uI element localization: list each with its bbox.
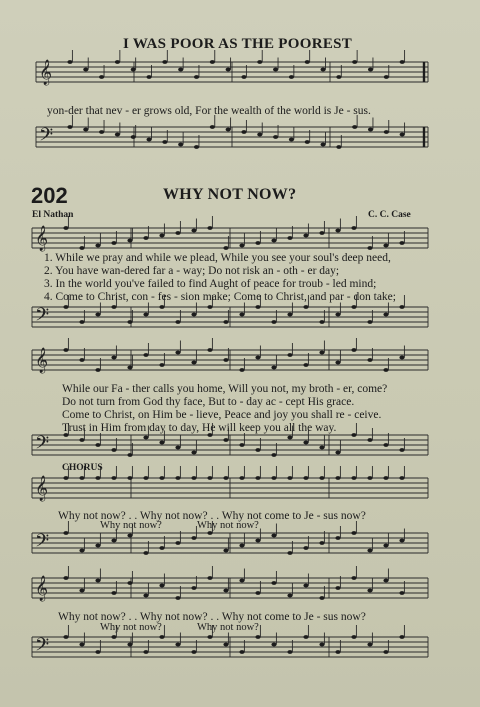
svg-text:𝄢: 𝄢 xyxy=(35,635,50,660)
verse-line: Come to Christ, on Him be - lieve, Peace and joy you shall re - ceive. xyxy=(62,409,382,421)
hymn-composer: C. C. Case xyxy=(368,210,411,220)
chorus-bass-lyric: Why not now? xyxy=(197,520,259,531)
svg-text:𝄢: 𝄢 xyxy=(35,305,50,330)
chorus-bass-lyric: Why not now? xyxy=(100,622,162,633)
svg-text:𝄞: 𝄞 xyxy=(35,576,49,601)
chorus-lyric: Why not now? . . Why not now? . . Why not come to Je - sus now? xyxy=(58,611,366,623)
chorus-bass-lyric: Why not now? xyxy=(197,622,259,633)
svg-text:𝄞: 𝄞 xyxy=(39,60,53,85)
verse-line: 2. You have wan-dered far a - way; Do not risk an - oth - er day; xyxy=(44,265,340,277)
staff xyxy=(36,115,428,150)
prev-hymn-lyric: yon-der that nev - er grows old, For the wealth of the world is Je - sus. xyxy=(47,105,371,117)
verse-line: 3. In the world you've failed to find Aught of peace for troub - led mind; xyxy=(44,278,377,290)
chorus-lyric: Why not now? . . Why not now? . . Why not come to Je - sus now? xyxy=(58,510,366,522)
verse-line: Do not turn from God thy face, But to - day ac - cept His grace. xyxy=(62,396,355,408)
staff xyxy=(32,566,428,601)
hymn-title: WHY NOT NOW? xyxy=(163,186,297,203)
hymn-author: El Nathan xyxy=(32,210,74,220)
svg-text:𝄞: 𝄞 xyxy=(35,348,49,373)
verse-line: 1. While we pray and while we plead, While you see your soul's deep need, xyxy=(44,252,391,264)
svg-text:𝄢: 𝄢 xyxy=(35,433,50,458)
verse-line: Trust in Him from day to day, He will keep you all the way. xyxy=(62,422,337,434)
chorus-label: CHORUS xyxy=(62,463,103,473)
chorus-bass-lyric: Why not now? xyxy=(100,520,162,531)
hymn-number: 202 xyxy=(31,183,68,208)
svg-text:𝄞: 𝄞 xyxy=(35,226,49,251)
staff xyxy=(36,50,428,85)
staff xyxy=(32,338,428,373)
svg-text:𝄢: 𝄢 xyxy=(39,125,54,150)
svg-text:𝄞: 𝄞 xyxy=(35,476,49,501)
prev-hymn-title: I WAS POOR AS THE POOREST xyxy=(123,36,353,52)
verse-line: While our Fa - ther calls you home, Will you not, my broth - er, come? xyxy=(62,383,388,395)
staff xyxy=(32,216,428,251)
svg-text:𝄢: 𝄢 xyxy=(35,531,50,556)
verse-line: 4. Come to Christ, con - fes - sion make; Come to Christ, and par - don take; xyxy=(44,291,396,303)
